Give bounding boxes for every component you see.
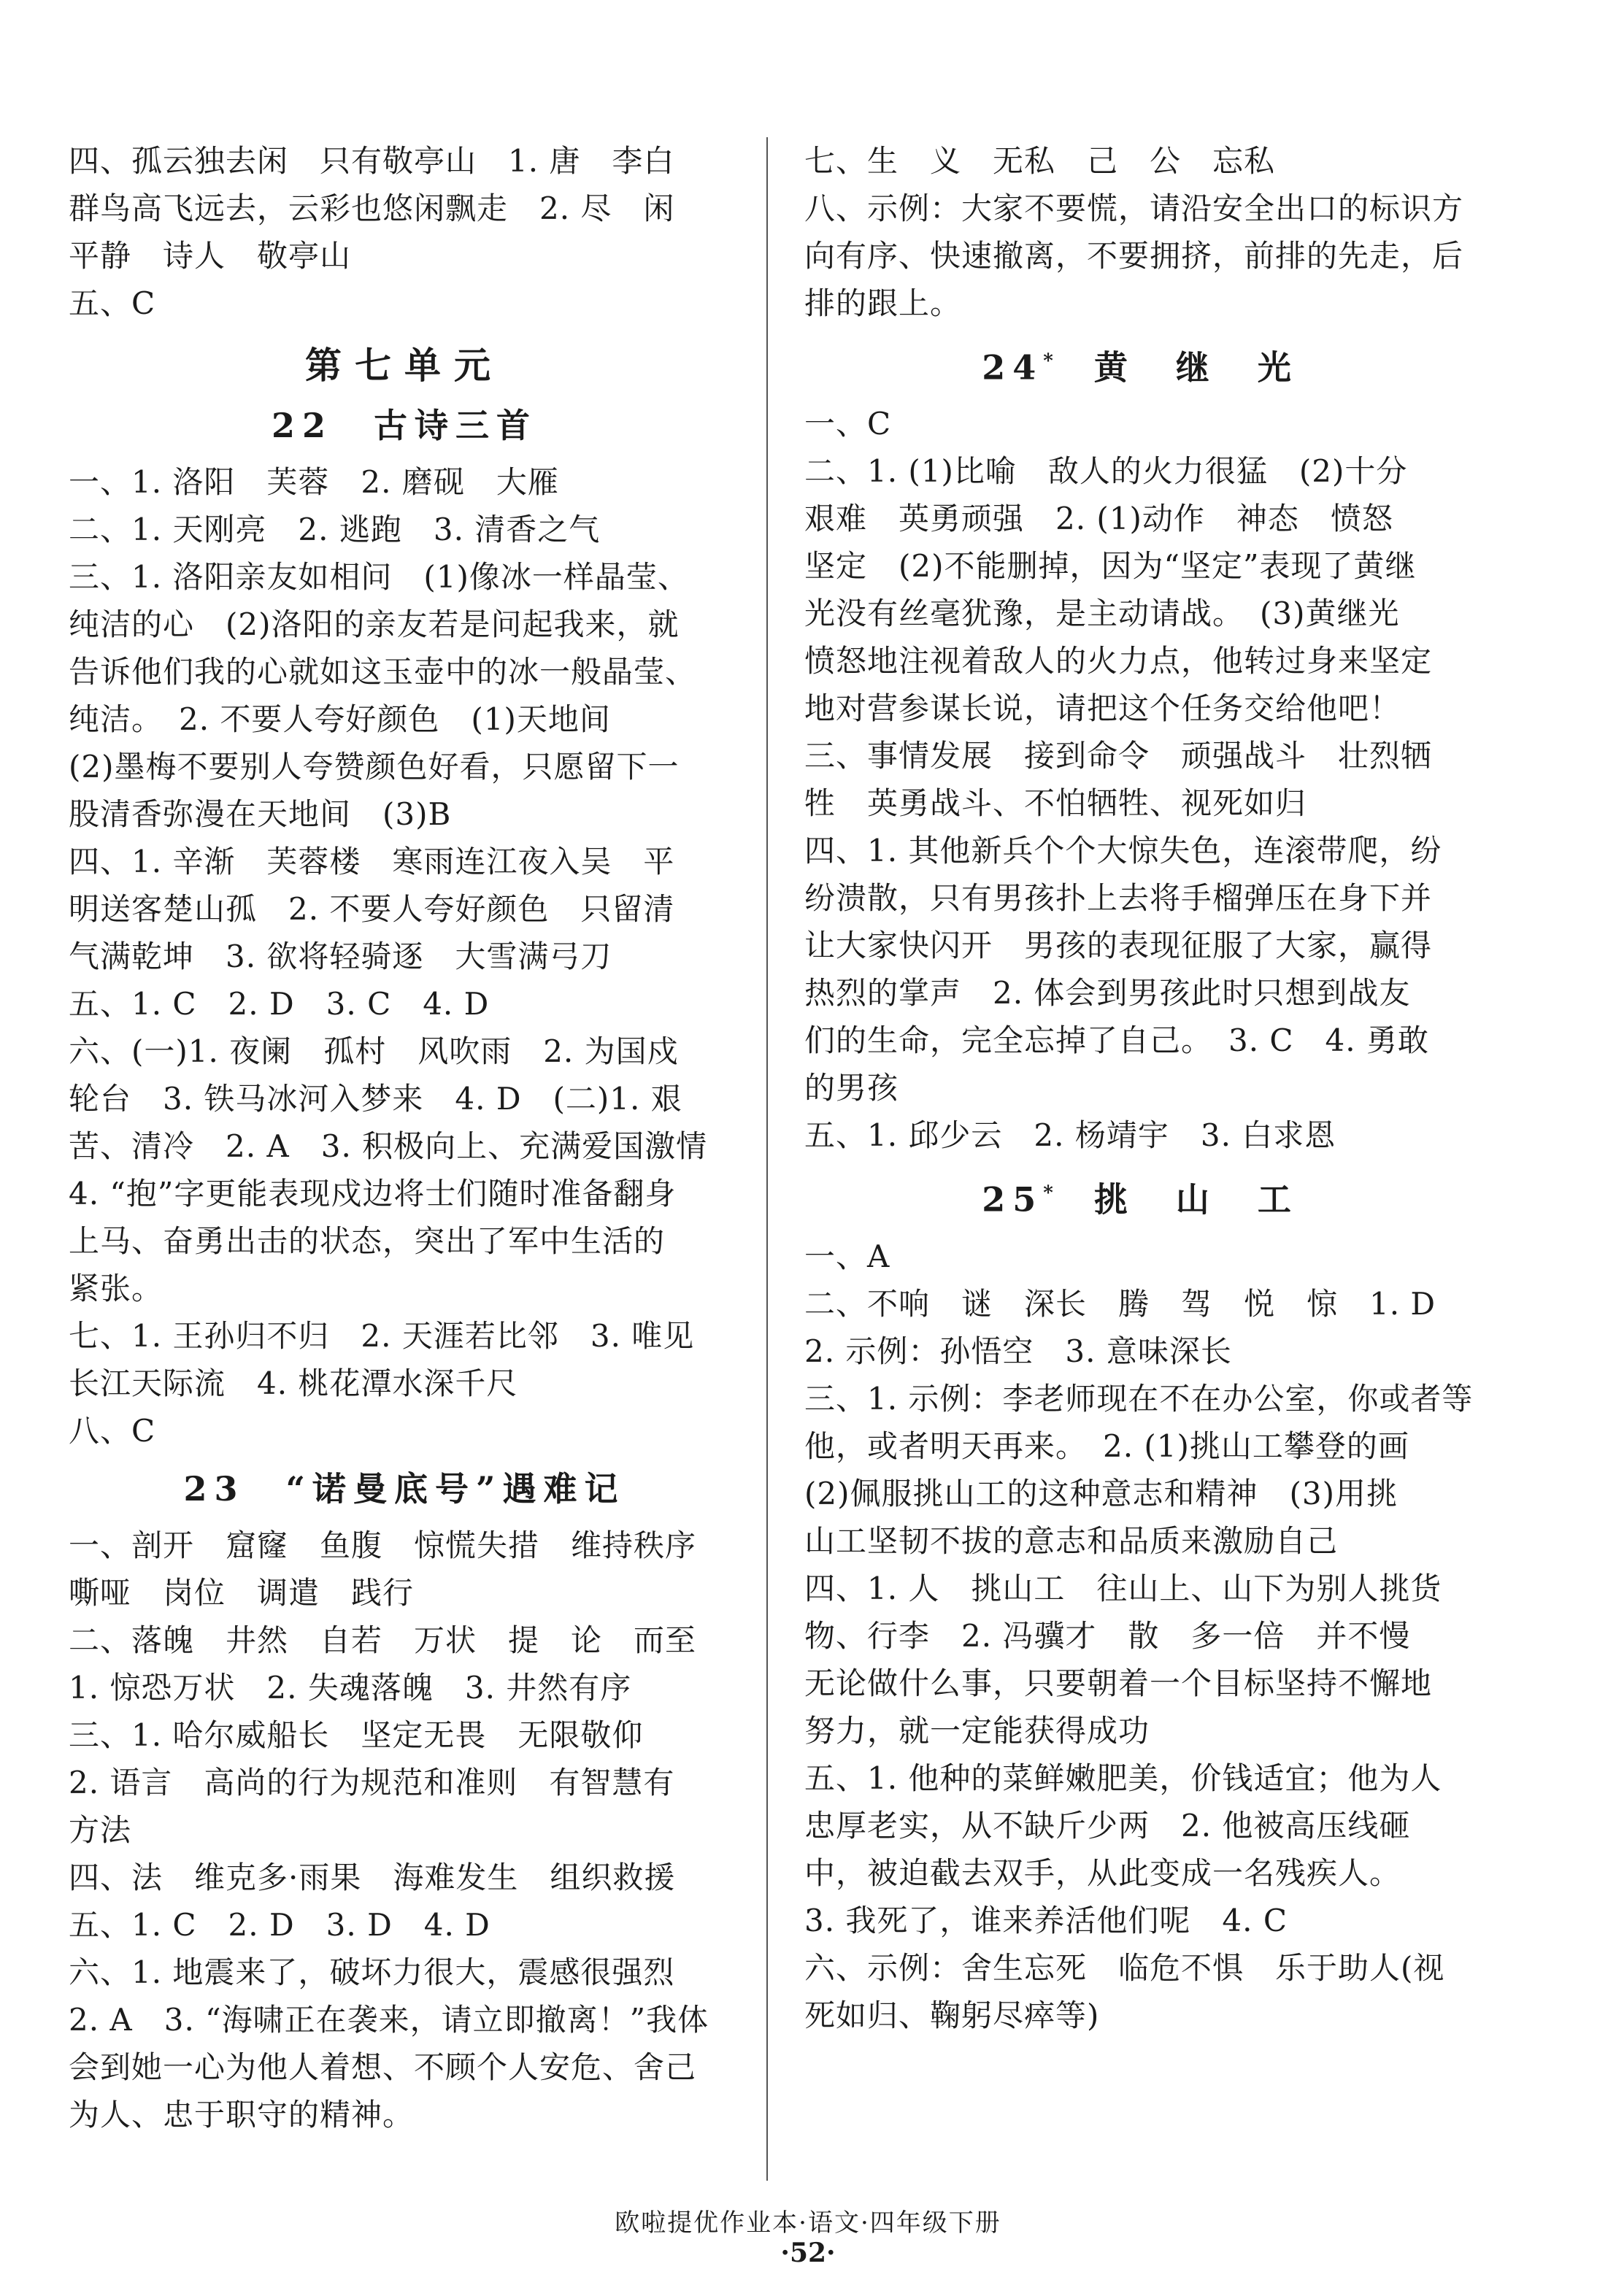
answer-line: 无论做什么事，只要朝着一个目标坚持不懈地 [804,1665,1433,1701]
answer-line: 四、1. 人 挑山工 往山上、山下为别人挑货 [804,1570,1442,1606]
lesson-heading: 22 古诗三首 [271,406,537,445]
answer-line: 地对营参谋长说，请把这个任务交给他吧！ [804,690,1401,727]
answer-line: 纯洁的心 (2)洛阳的亲友若是问起我来，就 [69,606,680,642]
answer-line: 2. A 3. “海啸正在袭来，请立即撤离！”我体 [69,2002,709,2038]
answer-line: 五、1. C 2. D 3. C 4. D [69,986,490,1022]
answer-line: 六、(一)1. 夜阑 孤村 风吹雨 2. 为国戍 [69,1033,679,1069]
answer-line: 让大家快闪开 男孩的表现征服了大家，赢得 [804,928,1433,964]
answer-line: 会到她一心为他人着想、不顾个人安危、舍己 [69,2049,697,2085]
lesson-heading: 23 “诺曼底号”遇难记 [183,1469,626,1509]
column-divider [766,137,768,2181]
answer-line: 的男孩 [804,1070,899,1106]
answer-line: 排的跟上。 [804,285,962,321]
answer-line: 愤怒地注视着敌人的火力点，他转过身来坚定 [804,643,1433,679]
answer-line: 忠厚老实，从不缺斤少两 2. 他被高压线砸 [804,1807,1411,1844]
answer-line: 纯洁。 2. 不要人夸好颜色 (1)天地间 [69,701,611,737]
answer-line: 明送客楚山孤 2. 不要人夸好颜色 只留清 [69,891,675,927]
footer-book-title: 欧啦提优作业本·语文·四年级下册 [615,2208,1001,2238]
answer-line: 物、行李 2. 冯骥才 散 多一倍 并不慢 [804,1617,1411,1654]
answer-line: 方法 [69,1812,132,1848]
answer-line: 死如归、鞠躬尽瘁等) [804,1997,1100,2033]
answer-line: (2)佩服挑山工的这种意志和精神 (3)用挑 [804,1475,1398,1511]
answer-line: 紧张。 [69,1271,163,1306]
answer-line: 八、C [69,1413,156,1449]
answer-line: 坚定 (2)不能删掉，因为“坚定”表现了黄继 [804,548,1417,585]
answer-line: 五、C [69,285,156,321]
answer-line: 牲 英勇战斗、不怕牺牲、视死如归 [804,785,1307,822]
answer-line: 四、孤云独去闲 只有敬亭山 1. 唐 李白 [69,143,675,179]
answer-line: 四、法 维克多·雨果 海难发生 组织救援 [69,1860,676,1895]
lesson-heading: 24* 黄 继 光 [982,347,1298,388]
answer-line: 三、1. 洛阳亲友如相问 (1)像冰一样晶莹、 [69,559,689,595]
answer-line: 努力，就一定能获得成功 [804,1712,1150,1749]
answer-line: 股清香弥漫在天地间 (3)B [69,796,452,832]
answer-line: 三、1. 哈尔威船长 坚定无畏 无限敬仰 [69,1717,644,1753]
answer-line: 嘶哑 岗位 调遣 践行 [69,1575,415,1611]
answer-line: 中，被迫截去双手，从此变成一名残疾人。 [804,1854,1401,1891]
answer-line: 二、1. (1)比喻 敌人的火力很猛 (2)十分 [804,453,1408,490]
answer-line: 八、示例：大家不要慌，请沿安全出口的标识方 [804,190,1464,226]
answer-line: 3. 我死了，谁来养活他们呢 4. C [804,1902,1288,1938]
answer-line: 七、1. 王孙归不归 2. 天涯若比邻 3. 唯见 [69,1318,695,1354]
answer-line: 五、1. 他种的菜鲜嫩肥美，价钱适宜；他为人 [804,1760,1442,1796]
answer-line: 2. 示例：孙悟空 3. 意味深长 [804,1333,1232,1369]
answer-line: 纷溃散，只有男孩扑上去将手榴弹压在身下并 [804,880,1433,917]
answer-line: 4. “抱”字更能表现戍边将士们随时准备翻身 [69,1176,677,1211]
answer-line: 五、1. C 2. D 3. D 4. D [69,1907,490,1943]
answer-line: 轮台 3. 铁马冰河入梦来 4. D (二)1. 艰 [69,1081,682,1117]
answer-line: 二、落魄 井然 自若 万状 提 论 而至 [69,1622,697,1658]
answer-line: 山工坚韧不拔的意志和品质来激励自己 [804,1522,1339,1559]
answer-line: 四、1. 辛渐 芙蓉楼 寒雨连江夜入吴 平 [69,844,675,879]
answer-line: 三、事情发展 接到命令 顽强战斗 壮烈牺 [804,738,1433,774]
answer-line: 二、不响 谜 深长 腾 驾 悦 惊 1. D [804,1285,1436,1322]
answer-line: 二、1. 天刚亮 2. 逃跑 3. 清香之气 [69,512,601,547]
answer-line: 一、A [804,1238,890,1274]
left-column [69,137,740,2138]
footer-page-number: ·52· [780,2238,836,2268]
answer-line: 热烈的掌声 2. 体会到男孩此时只想到战友 [804,975,1411,1012]
answer-line: 1. 惊恐万状 2. 失魂落魄 3. 井然有序 [69,1670,632,1706]
answer-line: 告诉他们我的心就如这玉壶中的冰一般晶莹、 [69,654,697,690]
answer-line: 七、生 义 无私 己 公 忘私 [804,143,1276,179]
answer-line: 上马、奋勇出击的状态，突出了军中生活的 [69,1223,666,1259]
optional-lesson-mark: * [1043,1182,1053,1205]
answer-line: 艰难 英勇顽强 2. (1)动作 神态 愤怒 [804,501,1393,537]
answer-line: 们的生命，完全忘掉了自己。 3. C 4. 勇敢 [804,1022,1429,1059]
answer-line: 一、1. 洛阳 芙蓉 2. 磨砚 大雁 [69,464,559,500]
answer-line: 三、1. 示例：李老师现在不在办公室，你或者等 [804,1380,1474,1417]
answer-line: 四、1. 其他新兵个个大惊失色，连滚带爬，纷 [804,833,1442,869]
answer-line: 群鸟高飞远去，云彩也悠闲飘走 2. 尽 闲 [69,190,675,226]
unit-heading: 第七单元 [305,344,504,387]
answer-line: 六、示例：舍生忘死 临危不惧 乐于助人(视 [804,1949,1445,1986]
answer-line: 向有序、快速撤离，不要拥挤，前排的先走，后 [804,238,1464,274]
lesson-heading: 25* 挑 山 工 [982,1179,1298,1220]
answer-line: 一、C [804,406,892,442]
answer-line: 2. 语言 高尚的行为规范和准则 有智慧有 [69,1765,675,1800]
answer-line: (2)墨梅不要别人夸赞颜色好看，只愿留下一 [69,749,680,785]
answer-line: 他，或者明天再来。 2. (1)挑山工攀登的画 [804,1428,1409,1464]
answer-line: 六、1. 地震来了，破坏力很大，震感很强烈 [69,1954,675,1990]
right-column [804,137,1476,2039]
answer-line: 长江天际流 4. 桃花潭水深千尺 [69,1365,518,1401]
answer-line: 五、1. 邱少云 2. 杨靖宇 3. 白求恩 [804,1117,1336,1154]
answer-line: 为人、忠于职守的精神。 [69,2097,415,2133]
answer-line: 光没有丝毫犹豫，是主动请战。 (3)黄继光 [804,596,1400,632]
answer-line: 气满乾坤 3. 欲将轻骑逐 大雪满弓刀 [69,939,612,974]
answer-line: 一、剖开 窟窿 鱼腹 惊慌失措 维持秩序 [69,1528,697,1563]
optional-lesson-mark: * [1043,350,1053,372]
answer-line: 平静 诗人 敬亭山 [69,238,352,274]
answer-line: 苦、清冷 2. A 3. 积极向上、充满爱国激情 [69,1128,708,1164]
